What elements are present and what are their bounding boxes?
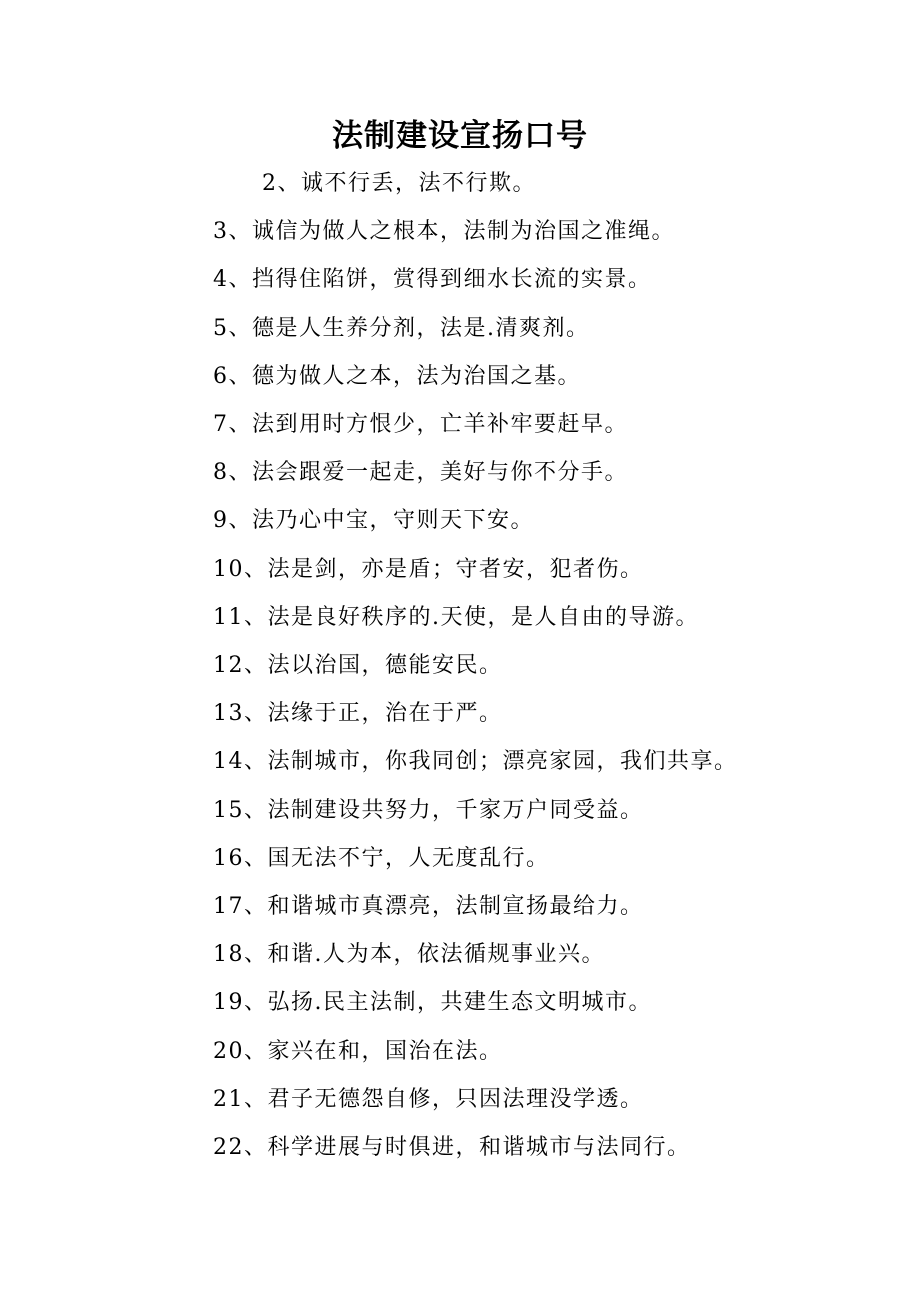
slogan-line: 12、法以治国，德能安民。 [213, 653, 503, 678]
document-title: 法制建设宣扬口号 [332, 118, 588, 154]
slogan-line: 10、法是剑，亦是盾；守者安，犯者伤。 [213, 556, 644, 582]
slogan-line: 14、法制城市，你我同创；漂亮家园，我们共享。 [213, 749, 738, 775]
slogan-line: 16、国无法不宁，人无度乱行。 [213, 845, 550, 871]
slogan-line: 19、弘扬.民主法制，共建生态文明城市。 [213, 990, 652, 1016]
slogan-line: 8、法会跟爱一起走，美好与你不分手。 [213, 460, 628, 486]
slogan-line: 17、和谐城市真漂亮，法制宣扬最给力。 [213, 894, 644, 919]
slogan-line: 21、君子无德怨自修，只因法理没学透。 [213, 1086, 644, 1112]
slogan-line: 15、法制建设共努力，千家万户同受益。 [213, 797, 644, 823]
slogan-line: 18、和谐.人为本，依法循规事业兴。 [213, 942, 605, 968]
slogan-line: 6、德为做人之本，法为治国之基。 [213, 363, 581, 389]
slogan-line: 20、家兴在和，国治在法。 [213, 1038, 503, 1064]
slogan-line: 4、挡得住陷饼，赏得到细水长流的实景。 [213, 267, 652, 293]
slogan-line: 7、法到用时方恨少，亡羊补牢要赶早。 [213, 412, 628, 437]
slogan-line: 11、法是良好秩序的.天使，是人自由的导游。 [213, 604, 699, 630]
slogan-line: 5、德是人生养分剂，法是.清爽剂。 [213, 315, 590, 341]
slogan-line: 9、法乃心中宝，守则天下安。 [213, 508, 534, 534]
slogan-line: 3、诚信为做人之根本，法制为治国之准绳。 [213, 219, 675, 245]
slogan-line: 13、法缘于正，治在于严。 [213, 701, 503, 727]
slogan-line: 22、科学进展与时俱进，和谐城市与法同行。 [213, 1135, 691, 1160]
slogan-line: 2、诚不行丢，法不行欺。 [262, 171, 536, 196]
